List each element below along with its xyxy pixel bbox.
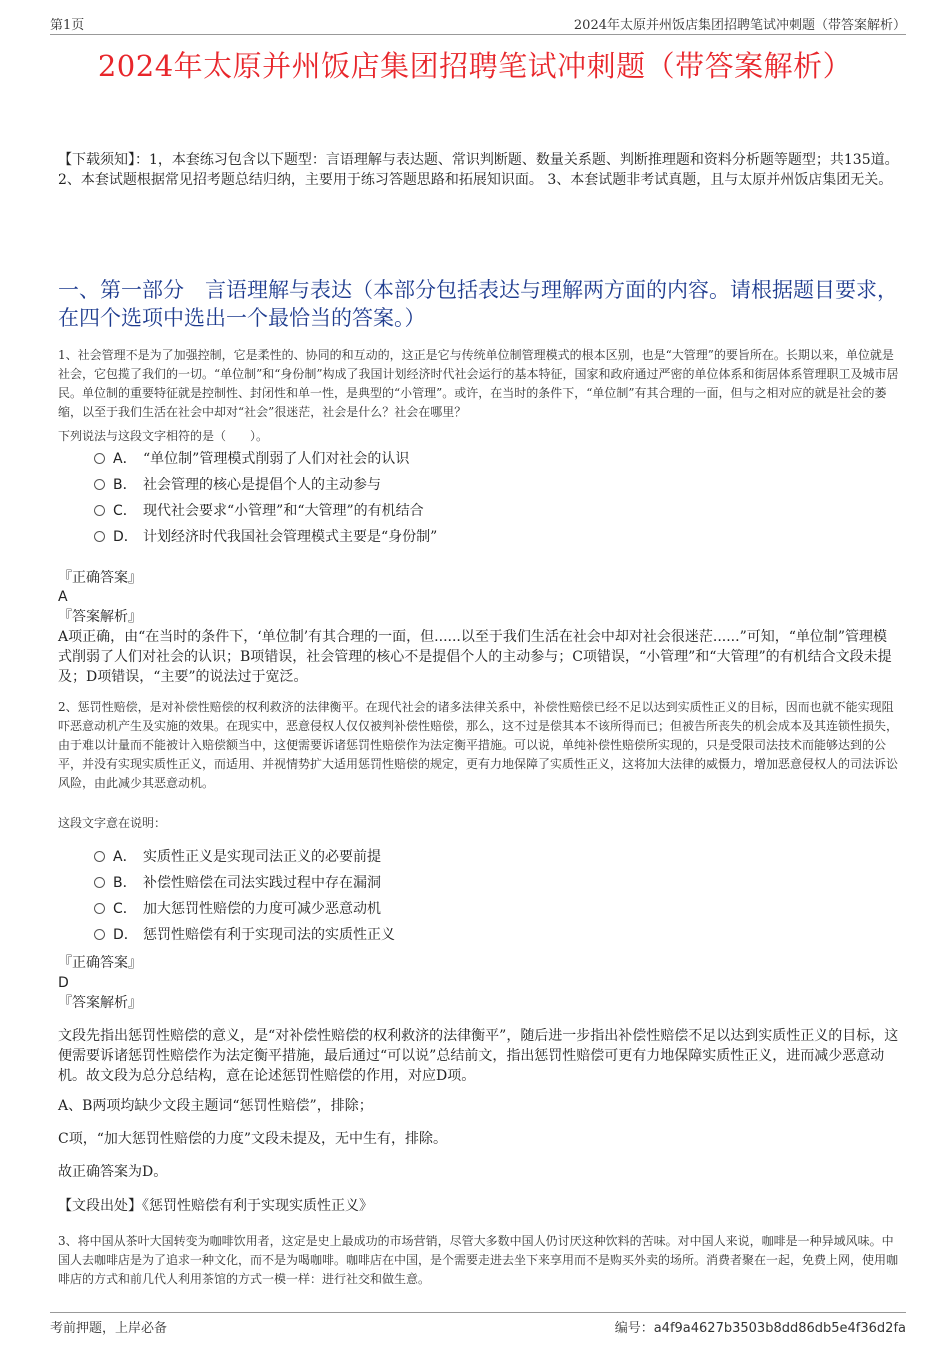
question-3-text: 3、将中国从茶叶大国转变为咖啡饮用者，这定是史上最成功的市场营销，尽管大多数中国人仍讨厌这种饮料的苦味。对中国人来说，咖啡是一种异域风味。中国人去咖啡店是为了追求一种文化，而不是为喝咖啡。咖啡店在中国，是个需要走进去坐下来享用而不是购买外卖的场所。消费者聚在一起，免费上网，使用咖啡店的方式和前几代人利用茶馆的方式一模一样：进行社交和做生意。 — [58, 1234, 899, 1286]
option-d[interactable]: D． 计划经济时代我国社会管理模式主要是“身份制” — [94, 524, 794, 550]
option-b[interactable]: B． 社会管理的核心是提倡个人的主动参与 — [94, 472, 794, 498]
source-citation: 【文段出处】《惩罚性赔偿有利于实现实质性正义》 — [58, 1198, 373, 1214]
page-number: 第1页 — [50, 18, 85, 33]
answer-value: D — [58, 975, 69, 991]
question-2-text: 2、惩罚性赔偿，是对补偿性赔偿的权利救济的法律衡平。在现代社会的诸多法律关系中，补偿性赔偿已经不足以达到实质性正义的目标，因而也就不能实现阻吓恶意动机产生及实施的效果。在现实中，恶意侵权人仅仅被判补偿性赔偿，那么，这不过是偿其本不该所得而已；但被告所丧失的机会成本及其连锁性损失，由于难以计量而不能被计入赔偿额当中，这便需要诉诸惩罚性赔偿作为法定衡平措施。可以说，单纯补偿性赔偿所实现的，只是受限司法技术而能够达到的公平，并没有实现实质性正义，而适用、并视情势扩大适用惩罚性赔偿的规定，更有力地保障了实质性正义，这将加大法律的威慑力，增加恶意侵权人的司法诉讼风险，由此减少其恶意动机。 — [58, 700, 899, 790]
analysis-paragraph-2: A、B两项均缺少文段主题词“惩罚性赔偿”，排除； — [58, 1098, 373, 1114]
question-1-options — [94, 446, 794, 550]
analysis-label: 『答案解析』 — [58, 609, 142, 625]
document-title: 2024年太原并州饭店集团招聘笔试冲刺题（带答案解析） — [97, 49, 853, 83]
analysis-paragraph-3: C项，“加大惩罚性赔偿的力度”文段未提及，无中生有，排除。 — [58, 1131, 448, 1147]
analysis-paragraph-1: 文段先指出惩罚性赔偿的意义，是“对补偿性赔偿的权利救济的法律衡平”，随后进一步指出补偿性赔偿不足以达到实质性正义的目标，这便需要诉诸惩罚性赔偿作为法定衡平措施，最后通过“可以说”总结前文，指出惩罚性赔偿可更有力地保障实质性正义，进而减少恶意动机。故文段为总分总结构，意在论述惩罚性赔偿的作用，对应D项。 — [58, 1028, 899, 1084]
answer-label: 『正确答案』 — [58, 570, 142, 586]
radio-icon[interactable] — [94, 531, 105, 542]
radio-icon[interactable] — [94, 453, 105, 464]
analysis-paragraph-4: 故正确答案为D。 — [58, 1164, 168, 1180]
option-c[interactable]: C． 现代社会要求“小管理”和“大管理”的有机结合 — [94, 498, 794, 524]
option-d[interactable]: D． 惩罚性赔偿有利于实现司法的实质性正义 — [94, 922, 794, 948]
analysis-label: 『答案解析』 — [58, 995, 142, 1011]
option-b[interactable]: B． 补偿性赔偿在司法实践过程中存在漏洞 — [94, 870, 794, 896]
radio-icon[interactable] — [94, 851, 105, 862]
radio-icon[interactable] — [94, 479, 105, 490]
page-header — [50, 14, 906, 35]
option-c[interactable]: C． 加大惩罚性赔偿的力度可减少恶意动机 — [94, 896, 794, 922]
page-footer — [50, 1312, 906, 1335]
option-a[interactable]: A． “单位制”管理模式削弱了人们对社会的认识 — [94, 446, 794, 472]
analysis-text: A项正确，由“在当时的条件下，‘单位制’有其合理的一面，但......以至于我们生活在社会中却对社会很迷茫......”可知，“单位制”管理模式削弱了人们对社会的认识；B项错误，社会管理的核心不是提倡个人的主动参与；C项错误，“小管理”和“大管理”的有机结合文段未提及；D项错误，“主要”的说法过于宽泛。 — [58, 629, 892, 685]
radio-icon[interactable] — [94, 877, 105, 888]
download-notice: 【下载须知】：1，本套练习包含以下题型：言语理解与表达题、常识判断题、数量关系题、判断推理题和资料分析题等题型；共135道。 2、本套试题根据常见招考题总结归纳，主要用于练习答题思路和拓展知识面。 3、本套试题非考试真题，且与太原并州饭店集团无关。 — [58, 152, 899, 188]
radio-icon[interactable] — [94, 903, 105, 914]
section-heading: 一、第一部分 言语理解与表达（本部分包括表达与理解两方面的内容。请根据题目要求，在四个选项中选出一个最恰当的答案。） — [58, 278, 898, 330]
answer-value: A — [58, 589, 68, 605]
answer-label: 『正确答案』 — [58, 955, 142, 971]
footer-code: 编号：a4f9a4627b3503b8dd86db5e4f36d2fa — [614, 1321, 906, 1336]
question-1-text: 1、社会管理不是为了加强控制，它是柔性的、协同的和互动的，这正是它与传统单位制管理模式的根本区别，也是“大管理”的要旨所在。长期以来，单位就是社会，它包揽了我们的一切。“单位制”和“身份制”构成了我国计划经济时代社会运行的基本特征，国家和政府通过严密的单位体系和街居体系管理职工及城市居民。单位制的重要特征就是控制性、封闭性和单一性，是典型的“小管理”。或许，在当时的条件下，“单位制”有其合理的一面，但与之相对应的就是社会的萎缩，以至于我们生活在社会中却对“社会”很迷茫，社会是什么？社会在哪里？ — [58, 348, 899, 419]
question-2-prompt: 这段文字意在说明： — [58, 816, 167, 830]
question-1-prompt: 下列说法与这段文字相符的是（ ）。 — [58, 429, 269, 443]
footer-slogan: 考前押题，上岸必备 — [50, 1321, 168, 1336]
header-doc-title: 2024年太原并州饭店集团招聘笔试冲刺题（带答案解析） — [573, 18, 906, 33]
option-a[interactable]: A． 实质性正义是实现司法正义的必要前提 — [94, 844, 794, 870]
radio-icon[interactable] — [94, 929, 105, 940]
radio-icon[interactable] — [94, 505, 105, 516]
question-2-options — [94, 844, 794, 948]
